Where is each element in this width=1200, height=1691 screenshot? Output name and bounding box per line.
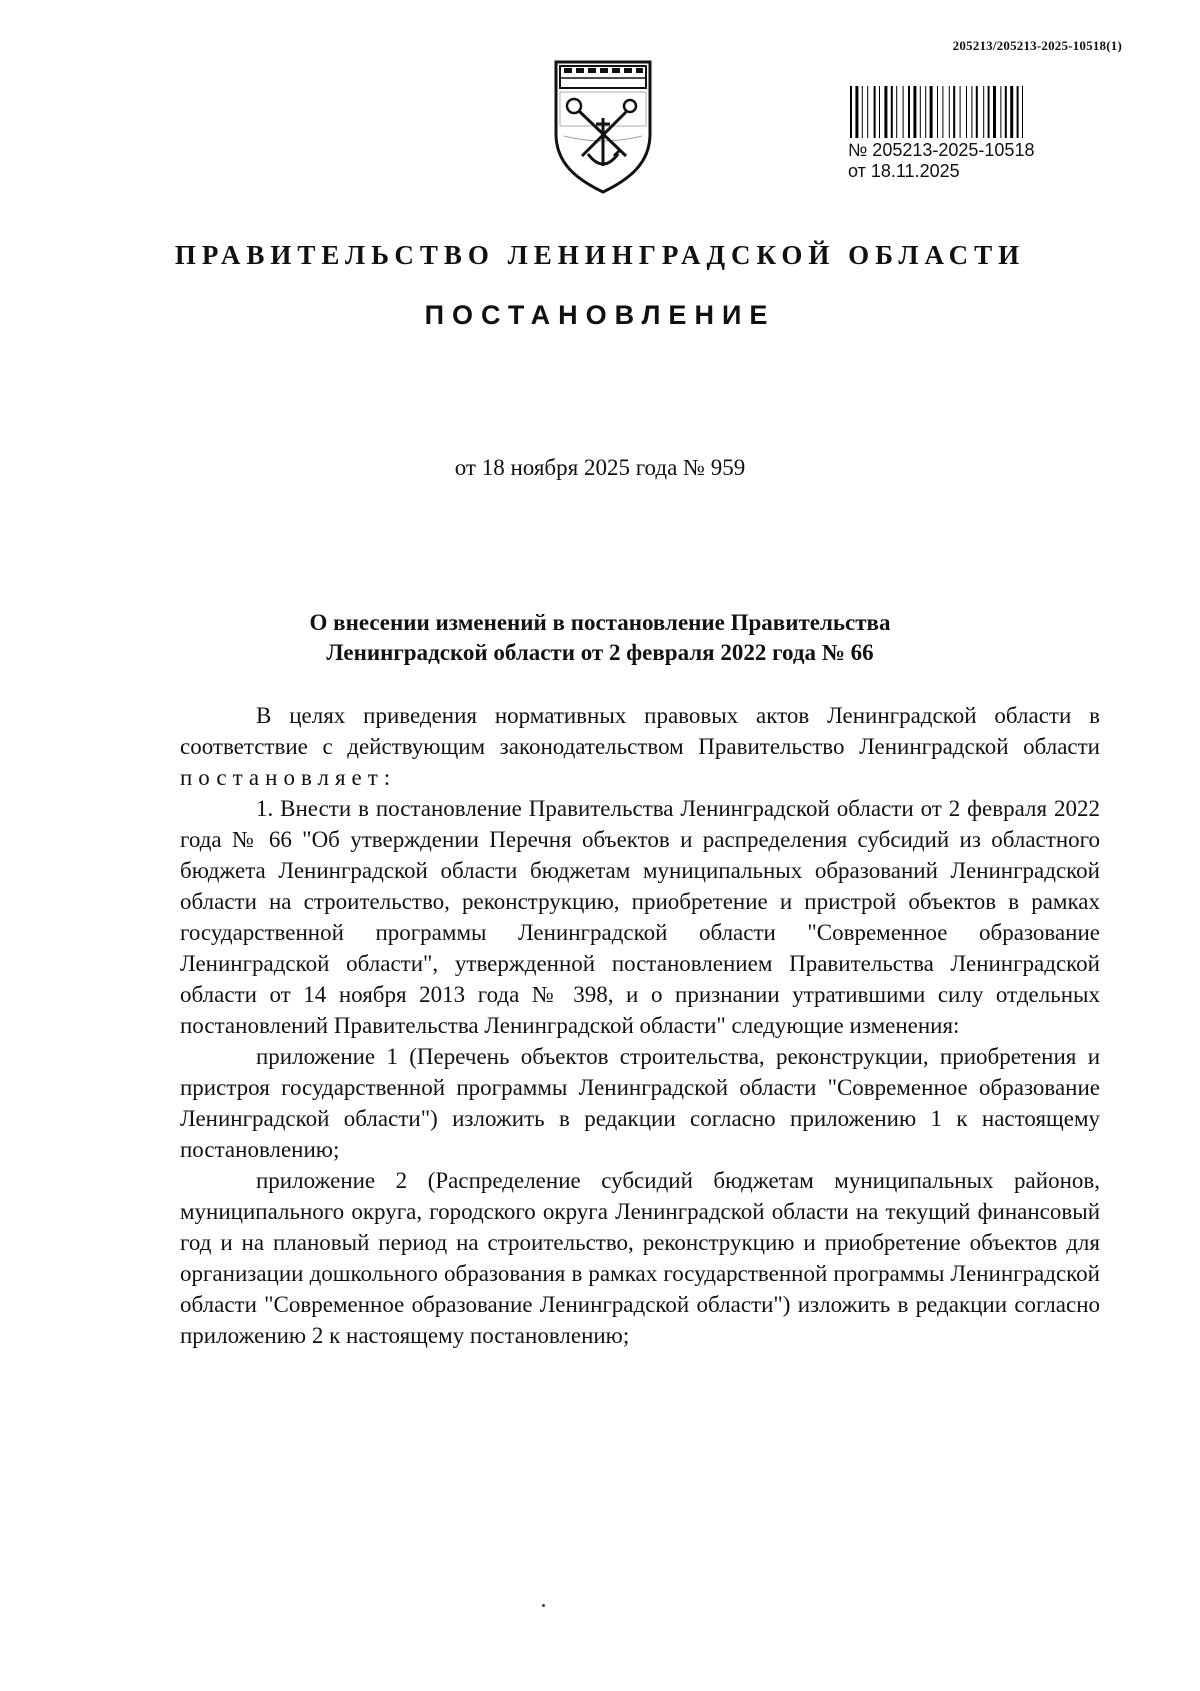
registration-date: от 18.11.2025 (848, 161, 960, 181)
registration-number: № 205213-2025-10518 (848, 140, 1035, 160)
item-1-paragraph: 1. Внести в постановление Правительства Ленинградской области от 2 февраля 2022 года № 66 "Об утверждении Перечня объектов и распределения субсидий из областного бюджета Ленинградской области бюджетам муниципальных образований Ленинградской области на строительство, реконструкцию, приобретение и пристрой объектов в рамках государственной программы Ленинградской области "Современное образование Ленинградской области", утвержденной постановлением Правительства Ленинградской области от 14 ноября 2013 года № 398, и о признании утратившими силу отдельных постановлений Правительства Ленинградской области" следующие изменения: (180, 796, 1100, 1038)
annex-2-paragraph: приложение 2 (Распределение субсидий бюджетам муниципальных районов, муниципального округа, городского округа Ленинградской области на текущий финансовый год и на плановый период на строительство, реконструкцию и приобретение объектов для организации дошкольного образования в рамках государственной программы Ленинградской области "Современное образование Ленинградской области") изложить в редакции согласно приложению 2 к настоящему постановлению; (180, 1168, 1100, 1348)
intro-text: В целях приведения нормативных правовых актов Ленинградской области в соответствие с действующим законодательством Правительство Ленинградской области (180, 703, 1100, 759)
organization-title: ПРАВИТЕЛЬСТВО ЛЕНИНГРАДСКОЙ ОБЛАСТИ (174, 240, 1026, 270)
document-date-number: от 18 ноября 2025 года № 959 (454, 455, 746, 480)
intro-paragraph (180, 700, 1100, 793)
decree-word: постановляет: (180, 765, 397, 790)
document-kind-title: ПОСТАНОВЛЕНИЕ (424, 300, 776, 330)
subject-line-1: О внесении изменений в постановление Правительства (309, 610, 891, 635)
registration-block (848, 140, 1034, 182)
document-body (180, 700, 1100, 1351)
document-subject (0, 608, 1200, 668)
scan-speck (542, 1604, 545, 1607)
leningrad-oblast-coat-of-arms-icon (548, 56, 658, 196)
annex-1-paragraph: приложение 1 (Перечень объектов строительства, реконструкции, приобретения и пристроя государственной программы Ленинградской области "Современное образование Ленинградской области") изложить в редакции согласно приложению 1 к настоящему постановлению; (180, 1044, 1100, 1162)
subject-line-2: Ленинградской области от 2 февраля 2022 года № 66 (326, 640, 874, 665)
document-reference-id: 205213/205213-2025-10518(1) (952, 38, 1122, 53)
barcode-icon (848, 86, 1118, 141)
